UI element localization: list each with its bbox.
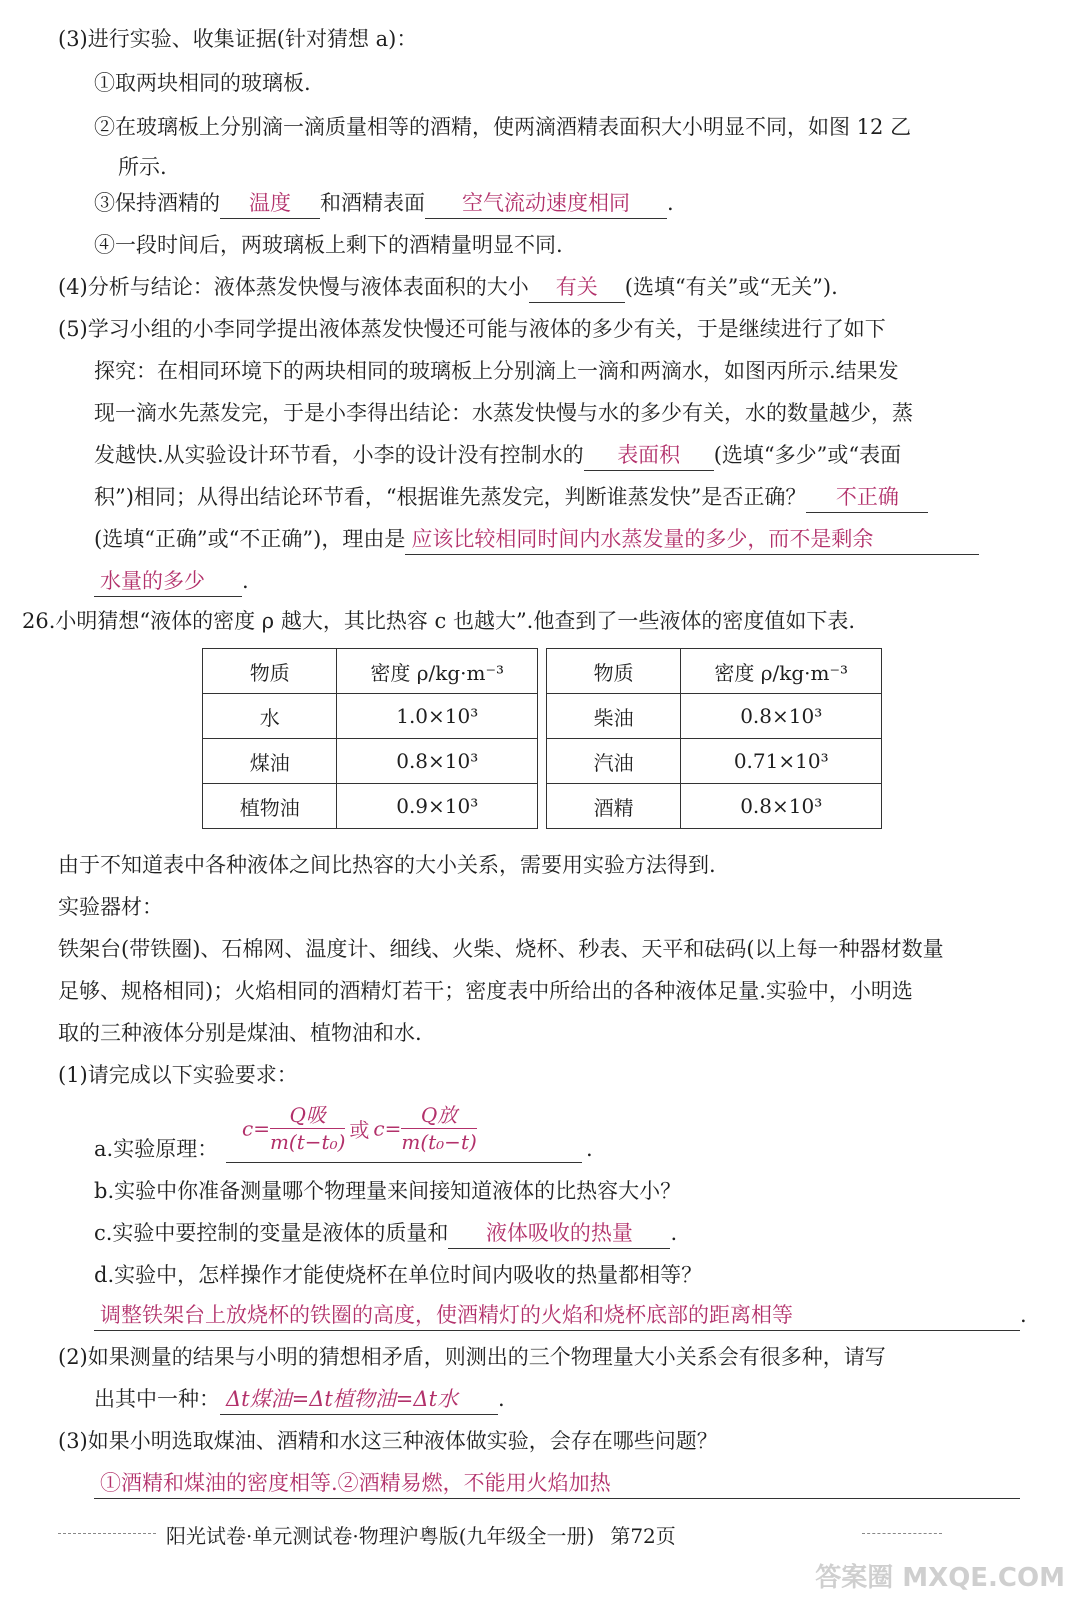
table-row (203, 694, 882, 739)
q25-step3-text-1: ③保持酒精的 (94, 191, 220, 215)
table-row (203, 739, 882, 784)
cell-substance: 煤油 (203, 739, 337, 784)
q26-c-answer: 液体吸收的热量 (448, 1218, 670, 1249)
q25-part5-line4-text: 发越快.从实验设计环节看，小李的设计没有控制水的 (94, 443, 584, 467)
q26-part2-line1: (2)如果测量的结果与小明的猜想相矛盾，则测出的三个物理量大小关系会有很多种，请写 (58, 1345, 886, 1369)
q25-part5-answer-reason: 应该比较相同时间内水蒸发量的多少，而不是剩余 (405, 524, 979, 555)
density-table (202, 648, 882, 829)
cell-substance: 汽油 (546, 739, 680, 784)
cell-substance: 水 (203, 694, 337, 739)
table-separator (537, 739, 546, 784)
q25-step2-line2: 所示. (118, 155, 167, 179)
header-substance-right: 物质 (546, 649, 680, 694)
q26-principle-formula (226, 1098, 582, 1163)
cell-density: 0.8×10³ (337, 739, 538, 784)
q25-part5-answer-correctness: 不正确 (806, 482, 928, 513)
q25-step3-answer-2: 空气流动速度相同 (425, 188, 667, 219)
q25-part4 (58, 270, 838, 304)
cell-substance: 酒精 (546, 784, 680, 829)
q26-a-end: . (586, 1137, 593, 1161)
formula1-numerator: Q吸 (270, 1102, 345, 1129)
q26-d-end: . (1020, 1303, 1027, 1327)
q25-part5-line1: (5)学习小组的小李同学提出液体蒸发快慢还可能与液体的多少有关，于是继续进行了如下 (58, 317, 886, 341)
q26-part2-end: . (498, 1387, 505, 1411)
q25-part5-line6 (94, 522, 979, 556)
q25-part5-line4 (94, 438, 901, 472)
header-density-left: 密度 ρ/kg·m⁻³ (337, 649, 538, 694)
q26-a-label: a.实验原理： (94, 1137, 219, 1161)
q25-part5-line4-hint: (选填“多少”或“表面 (713, 443, 902, 467)
q25-part4-hint: (选填“有关”或“无关”). (624, 275, 838, 299)
q26-equipment-heading: 实验器材： (58, 895, 163, 919)
q26-part2-text: 出其中一种： (94, 1387, 220, 1411)
formula1-fraction (270, 1102, 345, 1155)
q25-step2-line1: ②在玻璃板上分别滴一滴质量相等的酒精，使两滴酒精表面积大小明显不同，如图 12 乙 (94, 115, 912, 139)
q25-step1: ①取两块相同的玻璃板. (94, 71, 311, 95)
q26-c-end: . (670, 1221, 678, 1245)
q26-part3-answer-line (94, 1466, 1020, 1500)
table-separator (537, 694, 546, 739)
formula2-numerator: Q放 (401, 1102, 476, 1129)
q26-c (94, 1216, 677, 1250)
q25-part5-line2: 探究：在相同环境下的两块相同的玻璃板上分别滴上一滴和两滴水，如图丙所示.结果发 (94, 359, 899, 383)
q25-part5-line5 (94, 480, 928, 514)
cell-density: 0.9×10³ (337, 784, 538, 829)
formula1-denominator: m(t−t₀) (269, 1130, 346, 1154)
table-separator (537, 649, 546, 694)
q25-step4: ④一段时间后，两玻璃板上剩下的酒精量明显不同. (94, 233, 563, 257)
q25-part5-end: . (242, 569, 249, 593)
footer-series: 阳光试卷·单元测试卷·物理沪粤版(九年级全一册) (166, 1524, 595, 1548)
cell-density: 0.71×10³ (681, 739, 882, 784)
q25-part4-text: (4)分析与结论：液体蒸发快慢与液体表面积的大小 (58, 275, 529, 299)
footer-rule-left (58, 1533, 156, 1534)
q25-part5-line5-text: 积”)相同；从得出结论环节看，“根据谁先蒸发完，判断谁蒸发快”是否正确？ (94, 485, 807, 509)
footer-page-number: 第72页 (610, 1524, 676, 1548)
q25-part5-answer-reason-cont: 水量的多少 (94, 566, 242, 597)
q25-part5-line7 (94, 564, 249, 598)
q26-equipment-line2: 足够、规格相同)；火焰相同的酒精灯若干；密度表中所给出的各种液体足量.实验中，小明选 (58, 979, 913, 1003)
q26-part2-line2 (94, 1382, 505, 1416)
cell-substance: 植物油 (203, 784, 337, 829)
q26-c-text: c.实验中要控制的变量是液体的质量和 (94, 1221, 449, 1245)
q25-part5-line3: 现一滴水先蒸发完，于是小李得出结论：水蒸发快慢与水的多少有关，水的数量越少，蒸 (94, 401, 913, 425)
q25-step3-end: . (667, 191, 674, 215)
table-row (203, 784, 882, 829)
cell-density: 1.0×10³ (337, 694, 538, 739)
footer-title (166, 1520, 676, 1549)
q25-part5-line6-text: (选填“正确”或“不正确”)，理由是 (94, 527, 406, 551)
cell-density: 0.8×10³ (681, 784, 882, 829)
q25-part3-heading: (3)进行实验、收集证据(针对猜想 a)： (58, 27, 418, 51)
header-density-right: 密度 ρ/kg·m⁻³ (681, 649, 882, 694)
q26-d: d.实验中，怎样操作才能使烧杯在单位时间内吸收的热量都相等？ (94, 1263, 703, 1287)
watermark-logo: 答案圈 MXQE.COM (815, 1563, 1065, 1593)
q25-part4-answer: 有关 (529, 272, 625, 303)
formula2-fraction (401, 1102, 476, 1155)
q26-part3-answer: ①酒精和煤油的密度相等.②酒精易燃，不能用火焰加热 (94, 1468, 1020, 1499)
q26-intro: 26.小明猜想“液体的密度 ρ 越大，其比热容 c 也越大”.他查到了一些液体的密度值如下表. (22, 609, 856, 633)
q26-b: b.实验中你准备测量哪个物理量来间接知道液体的比热容大小？ (94, 1179, 682, 1203)
formula2-lhs: c= (373, 1116, 402, 1141)
q25-part5-answer-surface: 表面积 (584, 440, 714, 471)
q26-part1-heading: (1)请完成以下实验要求： (58, 1063, 298, 1087)
q26-d-answer: 调整铁架台上放烧杯的铁圈的高度，使酒精灯的火焰和烧杯底部的距离相等 (94, 1300, 1020, 1331)
formula1-lhs: c= (242, 1116, 270, 1141)
q26-part2-answer: Δt煤油=Δt植物油=Δt水 (220, 1384, 498, 1415)
q25-step3-text-2: 和酒精表面 (320, 191, 425, 215)
q25-step3 (94, 186, 674, 220)
q25-step3-answer-1: 温度 (220, 188, 320, 219)
header-substance-left: 物质 (203, 649, 337, 694)
footer-rule-right (862, 1533, 942, 1534)
q26-equipment-line1: 铁架台(带铁圈)、石棉网、温度计、细线、火柴、烧杯、秒表、天平和砝码(以上每一种器材数量 (58, 937, 944, 961)
formula-or: 或 (349, 1118, 370, 1142)
q26-equipment-line3: 取的三种液体分别是煤油、植物油和水. (58, 1021, 422, 1045)
q26-part3: (3)如果小明选取煤油、酒精和水这三种液体做实验，会存在哪些问题？ (58, 1429, 718, 1453)
q26-d-answer-line (94, 1298, 1027, 1332)
table-header-row (203, 649, 882, 694)
table-separator (537, 784, 546, 829)
formula2-denominator: m(t₀−t) (401, 1130, 477, 1154)
q26-after-table: 由于不知道表中各种液体之间比热容的大小关系，需要用实验方法得到. (58, 853, 716, 877)
cell-density: 0.8×10³ (681, 694, 882, 739)
cell-substance: 柴油 (546, 694, 680, 739)
